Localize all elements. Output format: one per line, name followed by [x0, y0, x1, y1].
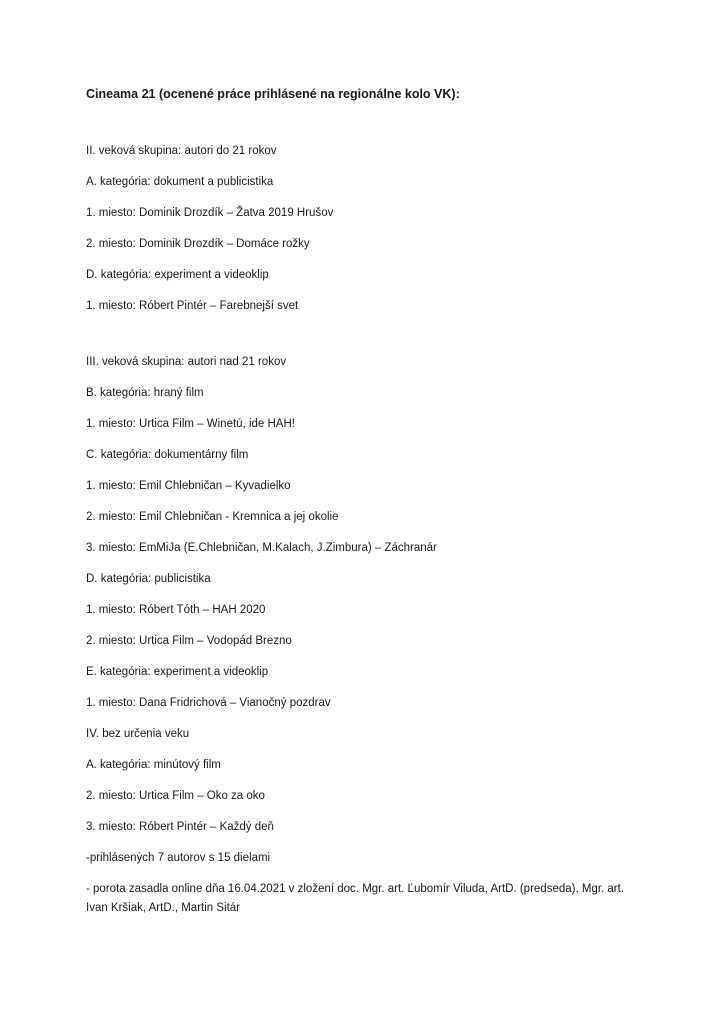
award-entry: 1. miesto: Róbert Pintér – Farebnejší svet [86, 300, 299, 312]
award-entry: 1. miesto: Róbert Tóth – HAH 2020 [86, 604, 266, 616]
age-group-heading: IV. bez určenia veku [86, 728, 190, 740]
submission-summary: -prihlásených 7 autorov s 15 dielami [86, 852, 271, 864]
category-heading: D. kategória: experiment a videoklip [86, 269, 269, 281]
category-heading: A. kategória: dokument a publicistika [86, 176, 274, 188]
category-heading: B. kategória: hraný film [86, 387, 204, 399]
award-entry: 2. miesto: Urtica Film – Oko za oko [86, 790, 265, 802]
document-title: Cineama 21 (ocenené práce prihlásené na regionálne kolo VK): [86, 87, 460, 101]
award-entry: 1. miesto: Emil Chlebničan – Kyvadielko [86, 480, 291, 492]
age-group-heading: II. veková skupina: autori do 21 rokov [86, 145, 277, 157]
award-entry: 3. miesto: EmMiJa (E.Chlebničan, M.Kalach, J.Zimbura) – Záchranár [86, 542, 437, 554]
award-entry: 1. miesto: Urtica Film – Winetú, ide HAH! [86, 418, 295, 430]
category-heading: D. kategória: publicistika [86, 573, 211, 585]
category-heading: A. kategória: minútový film [86, 759, 221, 771]
jury-note: - porota zasadla online dňa 16.04.2021 v zložení doc. Mgr. art. Ľubomír Viluda, ArtD. (predseda), Mgr. art. Ivan Kršiak, ArtD., Martin Sitár [86, 883, 625, 914]
category-heading: E. kategória: experiment a videoklip [86, 666, 269, 678]
award-entry: 2. miesto: Emil Chlebničan - Kremnica a jej okolie [86, 511, 339, 523]
award-entry: 1. miesto: Dominik Drozdík – Žatva 2019 Hrušov [86, 207, 334, 219]
award-entry: 3. miesto: Róbert Pintér – Každý deň [86, 821, 274, 833]
award-entry: 1. miesto: Dana Fridrichová – Vianočný pozdrav [86, 697, 331, 709]
category-heading: C. kategória: dokumentárny film [86, 449, 249, 461]
age-group-heading: III. veková skupina: autori nad 21 rokov [86, 356, 287, 368]
award-entry: 2. miesto: Urtica Film – Vodopád Brezno [86, 635, 292, 647]
award-entry: 2. miesto: Dominik Drozdík – Domáce rožky [86, 238, 310, 250]
